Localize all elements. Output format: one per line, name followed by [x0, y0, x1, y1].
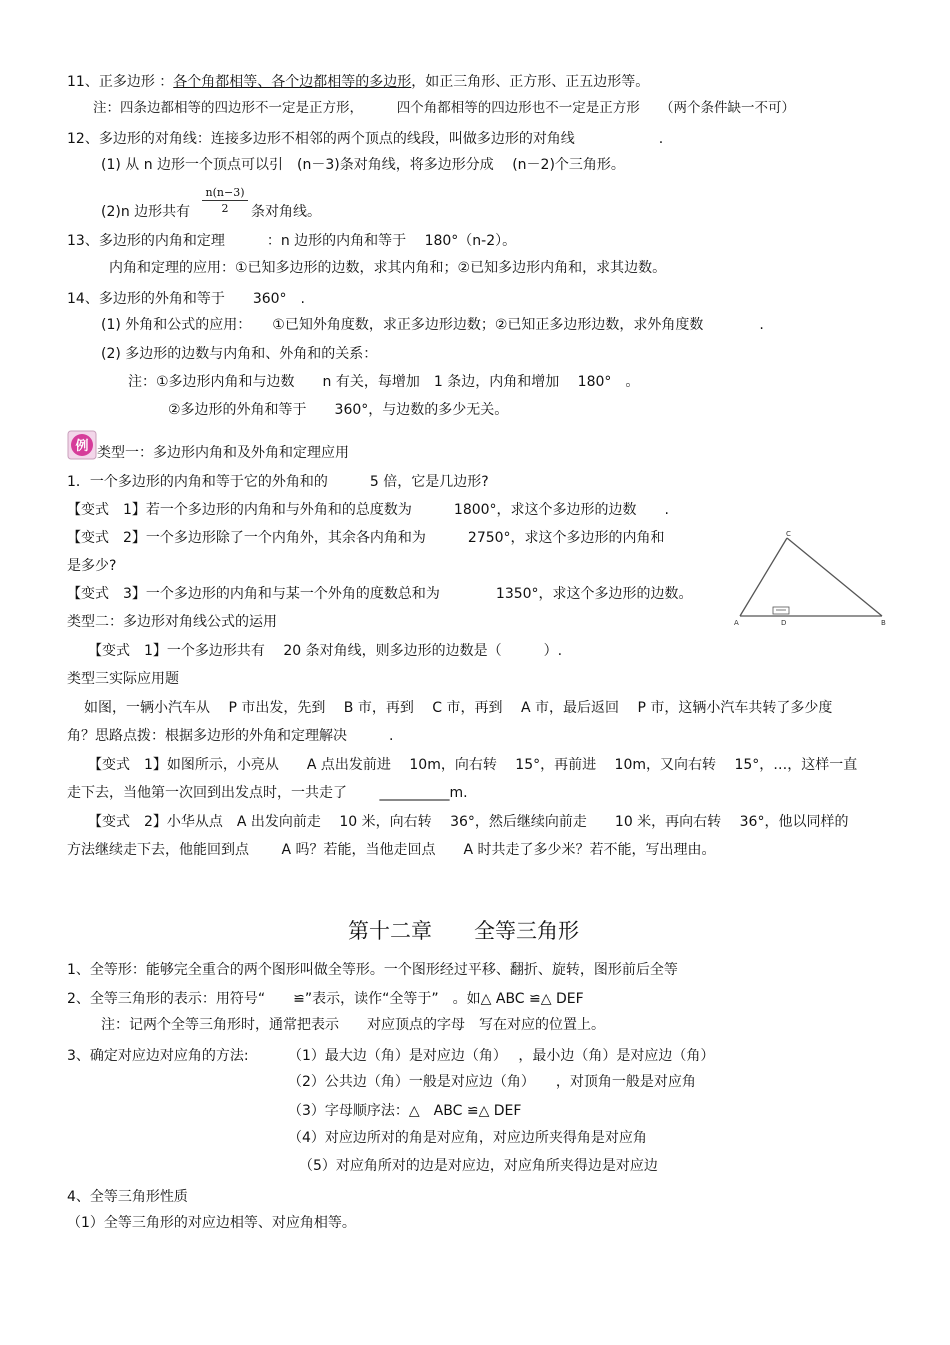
item14-sub1: (1) 外角和公式的应用： ①已知外角度数，求正多边形边数；②已知正多边形边数，求外角度数 . [101, 317, 764, 333]
triangle-figure [730, 528, 890, 628]
item14-note1: 注：①多边形内角和与边数 n 有关，每增加 1 条边，内角和增加 180° 。 [128, 374, 640, 390]
label-d: D [781, 619, 787, 627]
method-2: （2）公共边（角）一般是对应边（角） ，对顶角一般是对应角 [288, 1074, 696, 1090]
fraction-denominator: 2 [221, 202, 229, 215]
item11-note: 注：四条边都相等的四边形不一定是正方形， 四个角都相等的四边形也不一定是正方形 （两个条件缺一不可） [93, 100, 795, 116]
type3-variant1-line1: 【变式 1】如图所示，小亮从 A 点出发前进 10m，向右转 15°，再前进 10m，又向右转 15°，…，这样一直 [88, 757, 858, 773]
item11-prefix: 11、正多边形 ： [67, 74, 174, 90]
triangle-side-ac [740, 538, 787, 616]
type1-title: 类型一：多边形内角和及外角和定理应用 [97, 445, 349, 461]
item13-application: 内角和定理的应用：①已知多边形的边数，求其内角和；②已知多边形内角和，求其边数。 [109, 260, 667, 276]
diagonal-count-fraction [202, 186, 248, 215]
item13-title: 13、多边形的内角和定理 ：n 边形的内角和等于 180°（n-2）。 [67, 233, 517, 249]
chapter12-item4-1: （1）全等三角形的对应边相等、对应角相等。 [67, 1215, 356, 1231]
item14-title: 14、多边形的外角和等于 360° . [67, 291, 305, 307]
method-5: （5）对应角所对的边是对应边，对应角所夹得边是对应边 [299, 1158, 658, 1174]
item11-line [67, 73, 649, 91]
label-c: C [786, 530, 791, 538]
type1-variant2-line1: 【变式 2】一个多边形除了一个内角外，其余各内角和为 2750°，求这个多边形的内角和 [67, 530, 665, 546]
chapter12-item4: 4、全等三角形性质 [67, 1189, 188, 1205]
type1-variant1: 【变式 1】若一个多边形的内角和与外角和的总度数为 1800°，求这个多边形的边数 . [67, 502, 669, 518]
type3-problem-line2: 角？思路点拨：根据多边形的外角和定理解决 . [67, 728, 394, 744]
chapter12-item1: 1、全等形：能够完全重合的两个图形叫做全等形。一个图形经过平移、翻折、旋转，图形前后全等 [67, 962, 678, 978]
item14-note2: ②多边形的外角和等于 360°，与边数的多少无关。 [168, 402, 509, 418]
method-4: （4）对应边所对的角是对应角，对应边所夹得角是对应角 [288, 1130, 647, 1146]
type1-q1: 1．一个多边形的内角和等于它的外角和的 5 倍，它是几边形? [67, 474, 489, 490]
item11-suffix: ，如正三角形、正方形、正五边形等。 [411, 74, 650, 90]
type1-variant3: 【变式 3】一个多边形的内角和与某一个外角的度数总和为 1350°，求这个多边形的边数。 [67, 586, 693, 602]
method-3: （3）字母顺序法：△ ABC ≌△ DEF [288, 1103, 522, 1119]
item12-sub2-pre: (2)n 边形共有 [101, 204, 191, 220]
type3-problem-line1: 如图，一辆小汽车从 P 市出发，先到 B 市，再到 C 市，再到 A 市，最后返回 P 市，这辆小汽车共转了多少度 [84, 700, 833, 716]
triangle-side-cb [787, 538, 882, 616]
example-badge-icon [67, 430, 97, 460]
item14-sub2: (2) 多边形的边数与内角和、外角和的关系： [101, 346, 378, 362]
method-1: （1）最大边（角）是对应边（角） ，最小边（角）是对应边（角） [288, 1048, 715, 1064]
chapter12-item3: 3、确定对应边对应角的方法: [67, 1048, 249, 1064]
item12-sub2-post: 条对角线。 [251, 204, 321, 220]
type3-variant2-line1: 【变式 2】小华从点 A 出发向前走 10 米，向右转 36°，然后继续向前走 10 米，再向右转 36°，他以同样的 [88, 814, 849, 830]
item12-title: 12、多边形的对角线：连接多边形不相邻的两个顶点的线段，叫做多边形的对角线 . [67, 131, 664, 147]
type1-variant2-line2: 是多少? [67, 558, 117, 574]
chapter12-item2-note: 注：记两个全等三角形时，通常把表示 对应顶点的字母 写在对应的位置上。 [101, 1017, 605, 1033]
fraction-numerator: n(n−3) [202, 186, 248, 201]
type3-variant1-line2: 走下去，当他第一次回到出发点时，一共走了 __________m. [67, 785, 468, 801]
type3-title: 类型三实际应用题 [67, 671, 179, 687]
type3-variant2-line2: 方法继续走下去，他能回到点 A 吗？若能，当他走回点 A 时共走了多少米？若不能，写出理由。 [67, 842, 716, 858]
type2-title: 类型二：多边形对角线公式的运用 [67, 614, 277, 630]
car-marker [773, 607, 789, 614]
label-b: B [881, 619, 886, 627]
chapter12-item2: 2、全等三角形的表示：用符号“ ≌”表示，读作“全等于” 。如△ ABC ≌△ DEF [67, 991, 584, 1007]
label-a: A [734, 619, 739, 627]
example-badge-text: 例 [75, 439, 89, 454]
chapter-title: 第十二章 全等三角形 [348, 919, 579, 943]
type2-variant1: 【变式 1】一个多边形共有 20 条对角线，则多边形的边数是（ ）. [88, 643, 563, 659]
item12-sub1: (1) 从 n 边形一个顶点可以引 (n－3)条对角线，将多边形分成 (n－2)个三角形。 [101, 157, 625, 173]
item11-definition: 各个角都相等、各个边都相等的多边形 [173, 74, 412, 90]
